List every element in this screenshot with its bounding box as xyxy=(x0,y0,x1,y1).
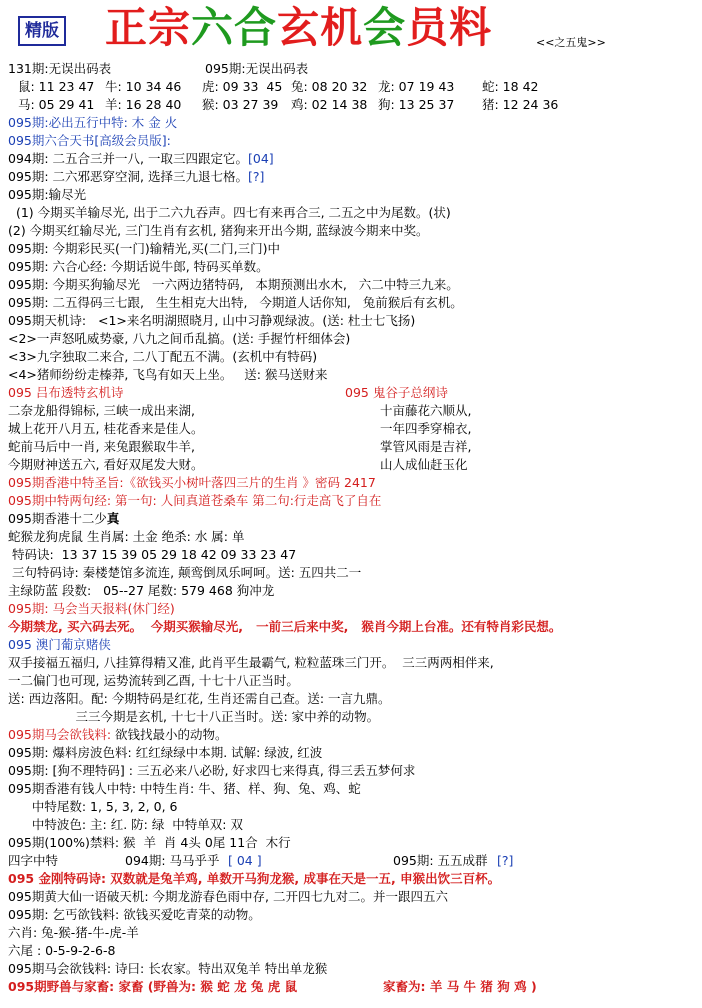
zodiac-cell: 羊: 16 28 40 xyxy=(105,97,182,112)
edition-badge: 精版 xyxy=(18,16,66,46)
line-q1: 095期马会欲钱料: 欲钱找最小的动物。 xyxy=(8,727,228,742)
title-char: 员 xyxy=(406,3,450,52)
zodiac-row xyxy=(0,78,702,96)
line-m2: 一二偏门也可现, 运势流转到乙酉, 十七十八正当时。 xyxy=(8,673,299,688)
poem-right-line: 一年四季穿棉衣, xyxy=(380,421,472,436)
line-l10: 095期: 今期买狗输尽光 一六两边猪特码, 本期预测出水木, 六二中特三九来。 xyxy=(8,277,459,292)
line-l12: 095期天机诗: <1>来名明湖照晓月, 山中习静观绿波。(送: 杜士七飞扬) xyxy=(8,313,416,328)
title-char: 宗 xyxy=(148,3,192,52)
poem-row xyxy=(0,402,702,420)
table-header-row xyxy=(0,60,702,78)
line-q2: 095期: 爆料房波色料: 红红绿绿中本期. 试解: 绿波, 红波 xyxy=(8,745,323,760)
title-char: 合 xyxy=(234,3,278,52)
poem-row xyxy=(0,438,702,456)
poem-titles xyxy=(0,384,702,402)
line-hk-liangju: 095期中特两句经: 第一句: 人间真道苍桑车 第二句:行走高飞了自在 xyxy=(8,493,382,508)
content xyxy=(0,60,702,996)
title-char: 玄 xyxy=(277,3,321,52)
line-k2: 特码诀: 13 37 15 39 05 29 18 42 09 33 23 47 xyxy=(8,547,297,562)
line-l14: <3>九字独取二来合, 二八丁配五不满。(玄机中有特码) xyxy=(8,349,318,364)
poem-title-left: 095 吕布透特玄机诗 xyxy=(8,385,124,400)
line-jin: 今期禁龙, 买六码去死。 今期买猴输尽光, 一前三后来中奖, 猴肖今期上台准。还有特肖彩民想。 xyxy=(8,619,562,634)
line-q5: 中特尾数: 1, 5, 3, 2, 0, 6 xyxy=(8,799,178,814)
line-q11: 095期: 乞丐欲钱料: 欲钱买爱吃青菜的动物。 xyxy=(8,907,261,922)
line-l9: 095期: 六合心经: 今期话说牛郎, 特码买单数。 xyxy=(8,259,269,274)
line-tianshu: 095期六合天书[高级会员版]: xyxy=(8,133,171,148)
line-q10: 095期黄大仙一语破天机: 今期龙游春色雨中存, 二开四七九对二。并一跟四五六 xyxy=(8,889,448,904)
title-char: 料 xyxy=(449,3,493,52)
zodiac-cell: 猪: 12 24 36 xyxy=(482,97,559,112)
line-k3: 三句特码诗: 秦楼楚馆多流连, 颠鸾倒凤乐呵呵。送: 五四共二一 xyxy=(8,565,362,580)
line-k1: 蛇猴龙狗虎鼠 生肖属: 土金 绝杀: 水 属: 单 xyxy=(8,529,245,544)
poem-row xyxy=(0,420,702,438)
line-l11: 095期: 二五得码三七跟, 生生相克大出特, 今期道人话你知, 兔前猴后有玄机。 xyxy=(8,295,463,310)
zodiac-cell: 马: 05 29 41 xyxy=(18,97,95,112)
line-q13: 六尾 : 0-5-9-2-6-8 xyxy=(8,943,116,958)
poem-left-line: 二奈龙船得锦标, 三峡一成出来湖, xyxy=(8,403,195,418)
poem-right-line: 山人成仙赶玉化 xyxy=(380,457,468,472)
line-l6: (1) 今期买羊输尽光, 出于二六九吞声。四七有来再合三, 二五之中为尾数。(状) xyxy=(8,205,451,220)
line-m3: 送: 西边落阳。配: 今期特码是红花, 生肖还需自己查。送: 一言九鼎。 xyxy=(8,691,391,706)
line-hk-shengzhi: 095期香港中特圣旨:《欲钱买小树叶落四三片的生肖 》密码 2417 xyxy=(8,475,376,490)
line-l13: <2>一声怒吼威势豪, 八九之间币乱搞。(送: 手握竹杆细体会) xyxy=(8,331,351,346)
poem-left-line: 城上花开八月五, 桂花香来是佳人。 xyxy=(8,421,204,436)
title-char: 会 xyxy=(363,3,407,52)
zodiac-row xyxy=(0,96,702,114)
line-q14: 095期马会欲钱料: 诗曰: 长农家。特出双兔羊 特出单龙猴 xyxy=(8,961,328,976)
line-l8: 095期: 今期彩民买(一门)输精光,买(二门,三门)中 xyxy=(8,241,280,256)
line-q12: 六肖: 兔-猴-猪-牛-虎-羊 xyxy=(8,925,139,940)
poem-right-line: 十亩藤花六顺从, xyxy=(380,403,472,418)
zodiac-cell: 虎: 09 33 45 xyxy=(202,79,283,94)
zodiac-cell: 狗: 13 25 37 xyxy=(378,97,455,112)
poem-right-line: 掌管风雨是吉祥, xyxy=(380,439,472,454)
page-title xyxy=(105,2,492,54)
zodiac-cell: 蛇: 18 42 xyxy=(482,79,539,94)
line-q4: 095期香港有钱人中特: 中特生肖: 牛、猪、样、狗、兔、鸡、蛇 xyxy=(8,781,361,796)
line-q6: 中特波色: 主: 红. 防: 绿 中特单双: 双 xyxy=(8,817,243,832)
line-m1: 双手接福五福归, 八挂算得精又准, 此肖平生最霸气, 粒粒蓝珠三门开。 三三两两相伴来, xyxy=(8,655,494,670)
zodiac-cell: 兔: 08 20 32 xyxy=(291,79,368,94)
line-m4: 三三今期是玄机, 十七十八正当时。送: 家中养的动物。 xyxy=(8,709,380,724)
title-char: 六 xyxy=(191,3,235,52)
table-header-left: 131期:无误出码表 xyxy=(8,61,112,76)
zodiac-cell: 龙: 07 19 43 xyxy=(378,79,455,94)
line-wuxing: 095期:必出五行中特: 木 金 火 xyxy=(8,115,178,130)
line-l7: (2) 今期买红输尽光, 三门生肖有玄机, 猪狗来开出今期, 蓝绿波今期来中奖。 xyxy=(8,223,429,238)
poem-left-line: 蛇前马后中一肖, 来兔跟猴取牛羊, xyxy=(8,439,195,454)
line-l15: <4>猪师纷纷走榛莽, 飞鸟有如天上坐。 送: 猴马送财来 xyxy=(8,367,328,382)
table-header-right: 095期:无误出码表 xyxy=(205,61,309,76)
line-q15: 095期野兽与家畜: 家畜 (野兽为: 猴 蛇 龙 兔 虎 鼠 家畜为: 羊 马 牛 猪 狗 鸡 ) xyxy=(8,979,537,994)
line-mahui: 095期: 马会当天报料(休门经) xyxy=(8,601,175,616)
poem-block xyxy=(0,402,702,474)
line-q7: 095期(100%)禁料: 猴 羊 肖 4头 0尾 11合 木行 xyxy=(8,835,291,850)
poem-row xyxy=(0,456,702,474)
line-k4: 主绿防蓝 段数: 05--27 尾数: 579 468 狗冲龙 xyxy=(8,583,275,598)
zodiac-cell: 猴: 03 27 39 xyxy=(202,97,279,112)
poem-title-right: 095 鬼谷子总纲诗 xyxy=(345,385,448,400)
zodiac-table xyxy=(0,78,702,114)
line-095-a: 095期: 二六邪恶穿空洞, 选择三九退七格。[?] xyxy=(8,169,265,184)
subtitle: <<之五鬼>> xyxy=(536,36,606,49)
title-char: 机 xyxy=(320,3,364,52)
header xyxy=(0,0,702,60)
line-macau: 095 澳门葡京赌侠 xyxy=(8,637,111,652)
line-q9: 095 金刚特码诗: 双数就是兔羊鸡, 单数开马狗龙猴, 成事在天是一五, 申猴出饮三百杯。 xyxy=(8,871,501,886)
line-q3: 095期: [狗不理特码] : 三五必来八必盼, 好求四七来得真, 得三丢五梦何求 xyxy=(8,763,416,778)
title-char: 正 xyxy=(105,3,149,52)
line-shujin: 095期:输尽光 xyxy=(8,187,87,202)
line-hk-shier: 095期香港十二少真 xyxy=(8,511,120,526)
zodiac-cell: 牛: 10 34 46 xyxy=(105,79,182,94)
zodiac-cell: 鼠: 11 23 47 xyxy=(18,79,95,94)
line-q8: 四字中特 094期: 马马乎乎 [ 04 ] 095期: 五五成群 [?] xyxy=(8,853,514,868)
poem-left-line: 今期财神送五六, 看好双尾发大财。 xyxy=(8,457,204,472)
line-094: 094期: 二五合三并一八, 一取三四跟定它。[04] xyxy=(8,151,274,166)
zodiac-cell: 鸡: 02 14 38 xyxy=(291,97,368,112)
